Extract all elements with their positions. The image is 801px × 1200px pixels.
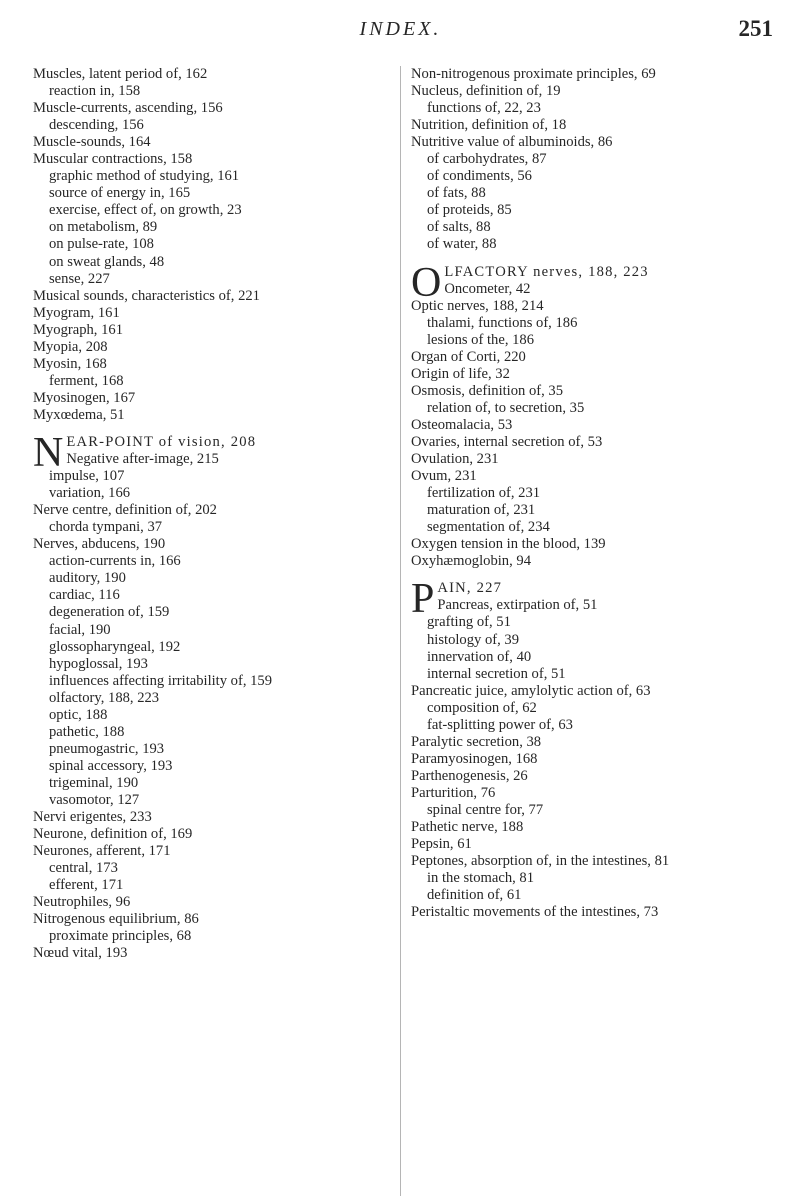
index-entry: Origin of life, 32 xyxy=(411,365,510,382)
index-entry: Pancreas, extirpation of, 51 xyxy=(437,597,598,614)
index-subentry: sense, 227 xyxy=(49,270,110,287)
dropcap-o: O xyxy=(411,259,442,306)
index-subentry: segmentation of, 234 xyxy=(427,519,550,536)
index-entry: Negative after-image, 215 xyxy=(66,451,219,468)
index-entry: Nutritive value of albuminoids, 86 xyxy=(411,134,613,151)
index-entry: Neutrophiles, 96 xyxy=(33,894,131,911)
index-entry: Ovulation, 231 xyxy=(411,451,499,468)
index-subentry: spinal centre for, 77 xyxy=(427,801,544,818)
index-subentry: auditory, 190 xyxy=(49,570,126,587)
index-entry: Osmosis, definition of, 35 xyxy=(411,382,564,399)
index-subentry: of condiments, 56 xyxy=(427,168,532,185)
index-entry: Nerves, abducens, 190 xyxy=(33,536,166,553)
index-entry: Muscle-currents, ascending, 156 xyxy=(33,100,223,117)
index-entry: Myxœdema, 51 xyxy=(33,406,125,423)
index-subentry: lesions of the, 186 xyxy=(427,331,535,348)
index-subentry: of salts, 88 xyxy=(427,219,491,236)
index-subentry: maturation of, 231 xyxy=(427,502,536,519)
index-subentry: grafting of, 51 xyxy=(427,614,511,631)
index-entry: Optic nerves, 188, 214 xyxy=(411,297,544,314)
index-subentry: variation, 166 xyxy=(49,485,131,502)
index-subentry: proximate principles, 68 xyxy=(49,928,192,945)
index-entry: Myopia, 208 xyxy=(33,338,108,355)
index-subentry: on sweat glands, 48 xyxy=(49,253,165,270)
index-subentry: composition of, 62 xyxy=(427,699,537,716)
index-subentry: spinal accessory, 193 xyxy=(49,757,173,774)
index-subentry: action-currents in, 166 xyxy=(49,553,181,570)
index-subentry: of carbohydrates, 87 xyxy=(427,151,547,168)
index-subentry: reaction in, 158 xyxy=(49,83,141,100)
index-subentry: thalami, functions of, 186 xyxy=(427,314,578,331)
index-subentry: histology of, 39 xyxy=(427,631,520,648)
index-subentry: source of energy in, 165 xyxy=(49,185,191,202)
index-entry: Osteomalacia, 53 xyxy=(411,416,513,433)
index-subentry: impulse, 107 xyxy=(49,468,125,485)
index-entry: Myosin, 168 xyxy=(33,355,107,372)
index-entry: EAR-POINT of vision, 208 xyxy=(66,433,257,450)
index-entry: Oxyhæmoglobin, 94 xyxy=(411,553,531,570)
index-entry: Organ of Corti, 220 xyxy=(411,348,526,365)
index-subentry: of fats, 88 xyxy=(427,185,486,202)
index-entry: Pepsin, 61 xyxy=(411,836,472,853)
index-subentry: pneumogastric, 193 xyxy=(49,740,165,757)
index-entry: Nitrogenous equilibrium, 86 xyxy=(33,911,199,928)
index-entry: Musical sounds, characteristics of, 221 xyxy=(33,287,260,304)
index-subentry: chorda tympani, 37 xyxy=(49,519,163,536)
index-entry: Ovum, 231 xyxy=(411,468,477,485)
index-subentry: hypoglossal, 193 xyxy=(49,655,148,672)
index-subentry: pathetic, 188 xyxy=(49,723,125,740)
index-entry: Myogram, 161 xyxy=(33,304,120,321)
index-entry: Nerve centre, definition of, 202 xyxy=(33,502,217,519)
index-subentry: degeneration of, 159 xyxy=(49,604,170,621)
index-subentry: optic, 188 xyxy=(49,706,108,723)
index-column-right xyxy=(411,66,781,921)
index-entry: Oncometer, 42 xyxy=(444,280,531,297)
index-subentry: trigeminal, 190 xyxy=(49,774,139,791)
running-title: INDEX. xyxy=(359,18,442,40)
index-entry: Nutrition, definition of, 18 xyxy=(411,117,567,134)
index-subentry: innervation of, 40 xyxy=(427,648,532,665)
index-subentry: in the stomach, 81 xyxy=(427,870,535,887)
page-header xyxy=(0,16,801,46)
index-entry: Myograph, 161 xyxy=(33,321,123,338)
entry-list-p xyxy=(411,614,781,921)
index-column-left xyxy=(33,66,393,962)
index-entry: Muscle-sounds, 164 xyxy=(33,134,151,151)
page-number: 251 xyxy=(738,16,773,41)
index-entry: Pathetic nerve, 188 xyxy=(411,819,524,836)
index-subentry: exercise, effect of, on growth, 23 xyxy=(49,202,242,219)
index-entry: Non-nitrogenous proximate principles, 69 xyxy=(411,66,656,82)
index-subentry: definition of, 61 xyxy=(427,887,522,904)
index-subentry: functions of, 22, 23 xyxy=(427,100,541,117)
index-entry: Neurones, afferent, 171 xyxy=(33,843,171,860)
index-subentry: on metabolism, 89 xyxy=(49,219,158,236)
index-entry: Muscular contractions, 158 xyxy=(33,151,193,168)
index-subentry: glossopharyngeal, 192 xyxy=(49,638,181,655)
entry-list-m xyxy=(33,66,393,424)
index-entry: Parturition, 76 xyxy=(411,784,496,801)
index-subentry: of water, 88 xyxy=(427,236,497,253)
entry-list-n-cont xyxy=(411,66,781,254)
index-subentry: internal secretion of, 51 xyxy=(427,665,566,682)
index-entry: Pancreatic juice, amylolytic action of, 63 xyxy=(411,682,651,699)
index-entry: Paralytic secretion, 38 xyxy=(411,733,542,750)
index-entry: LFACTORY nerves, 188, 223 xyxy=(444,263,649,280)
index-subentry: influences affecting irritability of, 159 xyxy=(49,672,273,689)
index-subentry: facial, 190 xyxy=(49,621,111,638)
dropcap-n: N xyxy=(33,429,64,476)
index-entry: Parthenogenesis, 26 xyxy=(411,767,528,784)
index-entry: Peristaltic movements of the intestines, 73 xyxy=(411,904,659,921)
column-divider xyxy=(400,66,401,1196)
entry-list-n xyxy=(33,468,393,962)
index-subentry: ferment, 168 xyxy=(49,372,124,389)
index-subentry: descending, 156 xyxy=(49,117,144,134)
section-n xyxy=(33,429,393,476)
index-entry: Myosinogen, 167 xyxy=(33,389,136,406)
index-entry: Ovaries, internal secretion of, 53 xyxy=(411,433,603,450)
index-subentry: central, 173 xyxy=(49,860,118,877)
index-entry: Neurone, definition of, 169 xyxy=(33,826,193,843)
index-entry: Oxygen tension in the blood, 139 xyxy=(411,536,606,553)
index-subentry: efferent, 171 xyxy=(49,877,124,894)
index-entry: AIN, 227 xyxy=(437,580,503,597)
index-subentry: graphic method of studying, 161 xyxy=(49,168,240,185)
index-subentry: olfactory, 188, 223 xyxy=(49,689,160,706)
index-subentry: relation of, to secretion, 35 xyxy=(427,399,585,416)
dropcap-p: P xyxy=(411,576,435,623)
index-entry: Paramyosinogen, 168 xyxy=(411,750,538,767)
index-entry: Nervi erigentes, 233 xyxy=(33,809,152,826)
index-entry: Nucleus, definition of, 19 xyxy=(411,83,561,100)
index-subentry: on pulse-rate, 108 xyxy=(49,236,154,253)
index-subentry: cardiac, 116 xyxy=(49,587,120,604)
index-entry: Nœud vital, 193 xyxy=(33,945,128,962)
index-subentry: of proteids, 85 xyxy=(427,202,512,219)
entry-list-o xyxy=(411,298,781,571)
index-subentry: fat-splitting power of, 63 xyxy=(427,716,573,733)
index-entry: Peptones, absorption of, in the intestines, 81 xyxy=(411,853,670,870)
index-subentry: fertilization of, 231 xyxy=(427,485,541,502)
index-subentry: vasomotor, 127 xyxy=(49,791,140,808)
index-entry: Muscles, latent period of, 162 xyxy=(33,66,208,82)
